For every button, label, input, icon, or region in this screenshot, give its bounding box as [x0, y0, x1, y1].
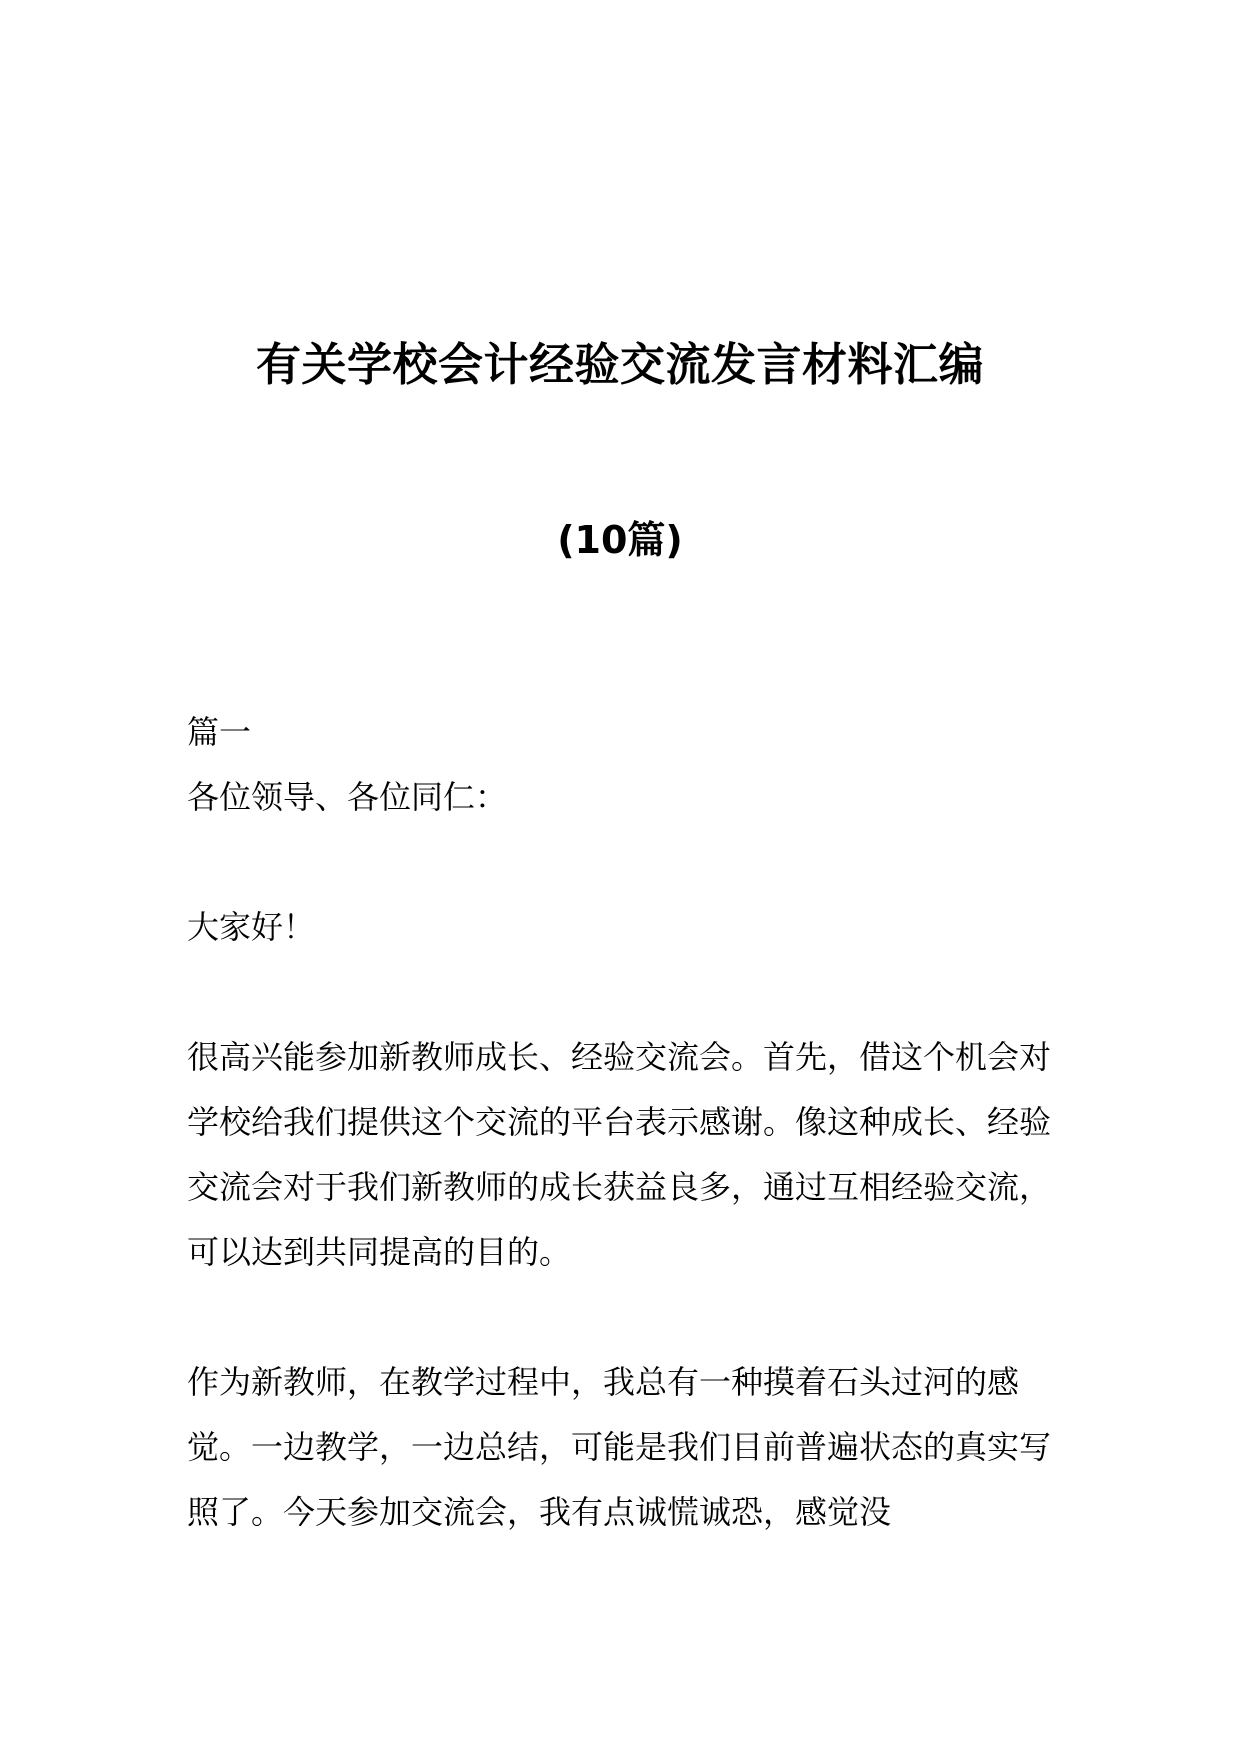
document-title: 有关学校会计经验交流发言材料汇编	[255, 338, 984, 391]
hello-line: 大家好！	[187, 908, 316, 946]
chapter-label: 篇一	[187, 713, 252, 751]
paragraph-text: 很高兴能参加新教师成长、经验交流会。首先，借这个机会对学校给我们提供这个交流的平台表示感谢。像这种成长、经验交流会对于我们新教师的成长获益良多，通过互相经验交流，可以达到共同提高的目的。	[187, 1038, 1052, 1271]
paragraph-text: 作为新教师，在教学过程中，我总有一种摸着石头过河的感觉。一边教学，一边总结，可能是我们目前普遍状态的真实写照了。今天参加交流会，我有点诚慌诚恐，感觉没	[187, 1363, 1052, 1531]
document-subtitle: (10篇)	[557, 518, 683, 562]
body-paragraph	[187, 1025, 1067, 1285]
body-paragraph	[187, 1350, 1067, 1545]
greeting-line: 各位领导、各位同仁：	[187, 778, 508, 816]
